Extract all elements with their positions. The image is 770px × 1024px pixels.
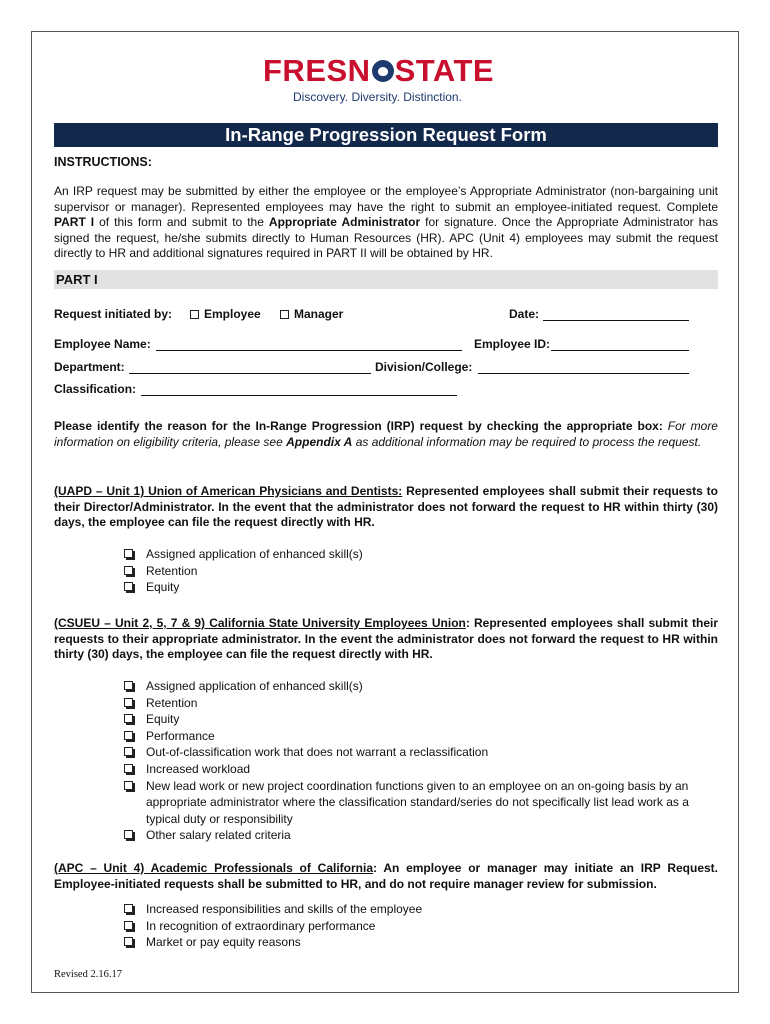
request-initiated-label: Request initiated by: bbox=[54, 307, 173, 321]
uapd-option[interactable] bbox=[124, 563, 724, 580]
logo-wordmark-left: FRESN bbox=[263, 53, 371, 88]
form-page bbox=[31, 31, 739, 993]
division-college-label: Division/College: bbox=[375, 360, 473, 374]
apc-option-label: In recognition of extraordinary performance bbox=[146, 918, 376, 933]
apc-section-text bbox=[54, 861, 718, 892]
csueu-option[interactable] bbox=[124, 827, 724, 844]
checkbox[interactable] bbox=[124, 698, 135, 709]
checkbox[interactable] bbox=[124, 764, 135, 775]
checkbox[interactable] bbox=[124, 937, 135, 948]
csueu-option[interactable] bbox=[124, 695, 724, 712]
csueu-option[interactable] bbox=[124, 761, 724, 778]
division-college-field[interactable] bbox=[478, 373, 689, 374]
instructions-part-bold: PART I bbox=[54, 215, 95, 229]
fresno-state-logo bbox=[263, 54, 523, 108]
apc-description: : An employee or manager may initiate an IRP Request. Employee-initiated requests shall be submitted to HR, and do not require manager review for submission. bbox=[54, 861, 718, 891]
date-label: Date: bbox=[509, 307, 540, 321]
appendix-a-ref: Appendix A bbox=[286, 434, 353, 449]
logo-tagline: Discovery. Diversity. Distinction. bbox=[293, 90, 462, 104]
revised-date: Revised 2.16.17 bbox=[54, 969, 122, 980]
employee-id-label: Employee ID: bbox=[474, 337, 551, 351]
employee-option-label: Employee bbox=[204, 307, 261, 321]
csueu-section-text bbox=[54, 616, 718, 663]
department-field[interactable] bbox=[129, 373, 371, 374]
manager-option-label: Manager bbox=[294, 307, 344, 321]
apc-heading: (APC – Unit 4) Academic Professionals of California bbox=[54, 861, 373, 875]
checkbox[interactable] bbox=[124, 549, 135, 560]
apc-options bbox=[124, 901, 724, 951]
apc-option[interactable] bbox=[124, 918, 724, 935]
apc-option[interactable] bbox=[124, 934, 724, 951]
reason-prompt-italic: For more information on eligibility criteria, please see bbox=[54, 419, 718, 449]
csueu-option-label: Performance bbox=[146, 728, 215, 743]
csueu-option[interactable] bbox=[124, 728, 724, 745]
uapd-option-label: Retention bbox=[146, 563, 198, 578]
uapd-options bbox=[124, 546, 724, 596]
csueu-option[interactable] bbox=[124, 778, 724, 828]
logo-wordmark-right: STATE bbox=[394, 53, 495, 88]
checkbox[interactable] bbox=[124, 714, 135, 725]
reason-prompt-bold: Please identify the reason for the In-Range Progression (IRP) request by checking the appropriate box: bbox=[54, 419, 663, 433]
form-title: In-Range Progression Request Form bbox=[54, 123, 718, 147]
csueu-description: : Represented employees shall submit their requests to their appropriate administrator. In the event the administrator does not forward the request to HR within thirty (30) days, the employee can file the request directly with HR. bbox=[54, 616, 718, 661]
instructions-part: An IRP request may be submitted by either the employee or the employee’s Appropriate Administrator (non-bargaining unit supervisor or manager). Represented employees may have the right to submit an employee-initiated request. Complete bbox=[54, 184, 718, 214]
uapd-option[interactable] bbox=[124, 546, 724, 563]
instructions-text bbox=[54, 184, 718, 262]
checkbox[interactable] bbox=[124, 582, 135, 593]
checkbox[interactable] bbox=[124, 747, 135, 758]
manager-option[interactable] bbox=[280, 307, 343, 321]
instructions-part: of this form and submit to the bbox=[94, 215, 269, 229]
employee-id-field[interactable] bbox=[551, 350, 689, 351]
uapd-option-label: Assigned application of enhanced skill(s) bbox=[146, 547, 363, 561]
instructions-part-bold: Appropriate Administrator bbox=[268, 215, 421, 229]
uapd-option[interactable] bbox=[124, 579, 724, 596]
classification-label: Classification: bbox=[54, 382, 137, 396]
csueu-option[interactable] bbox=[124, 678, 724, 695]
csueu-option-label: Equity bbox=[146, 712, 180, 727]
manager-checkbox[interactable] bbox=[280, 310, 289, 319]
apc-option[interactable] bbox=[124, 901, 724, 918]
checkbox[interactable] bbox=[124, 921, 135, 932]
part1-heading: PART I bbox=[54, 270, 718, 289]
csueu-heading: (CSUEU – Unit 2, 5, 7 & 9) California State University Employees Union bbox=[54, 616, 466, 630]
department-label: Department: bbox=[54, 360, 125, 374]
instructions-part: for signature. Once the Appropriate Administrator has signed the request, he/she submits directly to Human Resources (HR). APC (Unit 4) employees may submit the request directly to HR and additional signatures required in PART II will be obtained by HR. bbox=[54, 215, 719, 260]
csueu-option[interactable] bbox=[124, 744, 724, 761]
checkbox[interactable] bbox=[124, 830, 135, 841]
checkbox[interactable] bbox=[124, 781, 135, 792]
uapd-option-label: Equity bbox=[146, 580, 180, 595]
employee-name-label: Employee Name: bbox=[54, 337, 151, 351]
classification-field[interactable] bbox=[141, 395, 457, 396]
paw-icon bbox=[372, 60, 394, 82]
employee-name-field[interactable] bbox=[156, 350, 462, 351]
csueu-option-label: Retention bbox=[146, 695, 198, 710]
checkbox[interactable] bbox=[124, 731, 135, 742]
employee-checkbox[interactable] bbox=[190, 310, 199, 319]
instructions-heading: INSTRUCTIONS: bbox=[54, 155, 152, 169]
csueu-options bbox=[124, 678, 724, 844]
reason-prompt bbox=[54, 419, 718, 450]
apc-option-label: Increased responsibilities and skills of the employee bbox=[146, 902, 423, 916]
csueu-option-label: Assigned application of enhanced skill(s) bbox=[146, 679, 363, 693]
apc-option-label: Market or pay equity reasons bbox=[146, 935, 301, 950]
reason-prompt-italic: as additional information may be required to process the request. bbox=[352, 434, 702, 449]
csueu-option[interactable] bbox=[124, 711, 724, 728]
logo-wordmark bbox=[263, 54, 494, 88]
csueu-option-label: Increased workload bbox=[146, 761, 251, 776]
uapd-section-text bbox=[54, 484, 718, 531]
checkbox[interactable] bbox=[124, 904, 135, 915]
employee-option[interactable] bbox=[190, 307, 261, 321]
uapd-heading: (UAPD – Unit 1) Union of American Physicians and Dentists: bbox=[54, 484, 403, 498]
date-field[interactable] bbox=[543, 320, 689, 321]
csueu-option-label: Other salary related criteria bbox=[146, 828, 291, 843]
csueu-option-label: New lead work or new project coordination functions given to an employee on an on-going basis by an appropriate administrator where the classification standard/series do not specifically list lead work as a typical duty or responsibility bbox=[146, 778, 689, 826]
uapd-description: Represented employees shall submit their requests to their Director/Administrator. In the event that the administrator does not forward the request to HR within thirty (30) days, the employee can file the request directly with HR. bbox=[54, 484, 718, 529]
checkbox[interactable] bbox=[124, 566, 135, 577]
csueu-option-label: Out-of-classification work that does not warrant a reclassification bbox=[146, 745, 489, 760]
checkbox[interactable] bbox=[124, 681, 135, 692]
